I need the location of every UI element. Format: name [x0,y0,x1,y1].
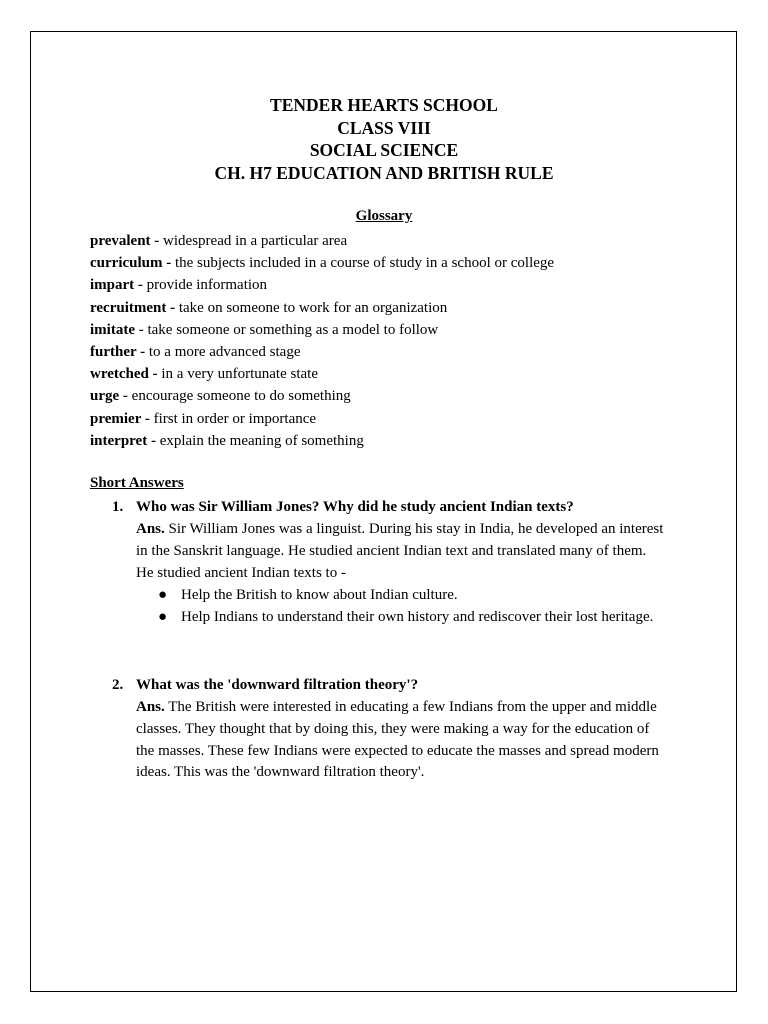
glossary-item [90,341,710,363]
question-2 [112,674,418,696]
question-number: 1. [112,499,124,515]
glossary-definition: to a more advanced stage [145,343,301,360]
document-header [0,94,768,184]
answer-text: The British were interested in educating a few Indians from the upper and middle classes. They thought that by doing this, they were making a way for the education of the masses. These few Indians were expected to educate the masses and spread modern ideas. This was the 'downward filtration theory'. [136,699,659,781]
glossary-definition: take on someone to work for an organization [175,299,448,316]
glossary-item [90,363,710,385]
glossary-item [90,385,710,407]
glossary-item [90,230,710,252]
bullet-item [136,585,666,607]
short-answers-title: Short Answers [90,475,184,491]
glossary-definition: take someone or something as a model to follow [143,321,439,338]
answer-1-bullets [136,585,666,629]
glossary-definition: encourage someone to do something [127,388,351,405]
glossary-item [90,408,710,430]
glossary-definition: widespread in a particular area [159,233,348,249]
glossary-term: curriculum - [90,255,172,272]
glossary-definition: first in order or importance [149,410,317,427]
glossary-term: urge - [90,388,128,405]
question-1 [112,496,574,518]
bullet-icon: ● [158,608,168,625]
bullet-item [136,607,666,629]
class-name: CLASS VIII [337,117,431,138]
bullet-text: Help the British to know about Indian culture. [181,587,458,603]
glossary-item [90,319,710,341]
answer-label: Ans. [136,699,165,715]
question-text: What was the 'downward filtration theory'? [136,677,419,693]
glossary-term: recruitment - [90,299,176,316]
question-text: Who was Sir William Jones? Why did he study ancient Indian texts? [136,499,574,515]
glossary-definition: the subjects included in a course of study in a school or college [171,255,555,272]
subject-name: SOCIAL SCIENCE [309,140,459,160]
glossary-term: impart - [90,277,143,294]
answer-2 [136,697,666,784]
glossary-term: imitate - [90,321,144,338]
question-number: 2. [112,677,124,693]
glossary-term: prevalent - [90,233,160,249]
bullet-text: Help Indians to understand their own history and rediscover their lost heritage. [181,608,654,625]
chapter-title: CH. H7 EDUCATION AND BRITISH RULE [214,162,554,183]
glossary-item [90,430,710,452]
answer-label: Ans. [136,521,165,537]
glossary-item [90,274,710,296]
glossary-item [90,297,710,319]
glossary-title: Glossary [355,208,413,224]
glossary-definition: provide information [142,277,268,294]
glossary-definition: explain the meaning of something [155,432,364,449]
answer-1 [136,519,666,584]
glossary-term: interpret - [90,432,156,449]
glossary-list [90,230,710,452]
school-name: TENDER HEARTS SCHOOL [270,95,498,115]
glossary-item [90,252,710,274]
glossary-term: wretched - [90,366,158,383]
answer-text: Sir William Jones was a linguist. During his stay in India, he developed an interest in the Sanskrit language. He studied ancient Indian text and translated many of them. He studied ancient Indian texts to - [136,521,664,581]
glossary-term: premier - [90,410,150,427]
glossary-term: further - [90,343,146,360]
bullet-icon: ● [158,587,168,603]
glossary-definition: in a very unfortunate state [157,366,318,383]
